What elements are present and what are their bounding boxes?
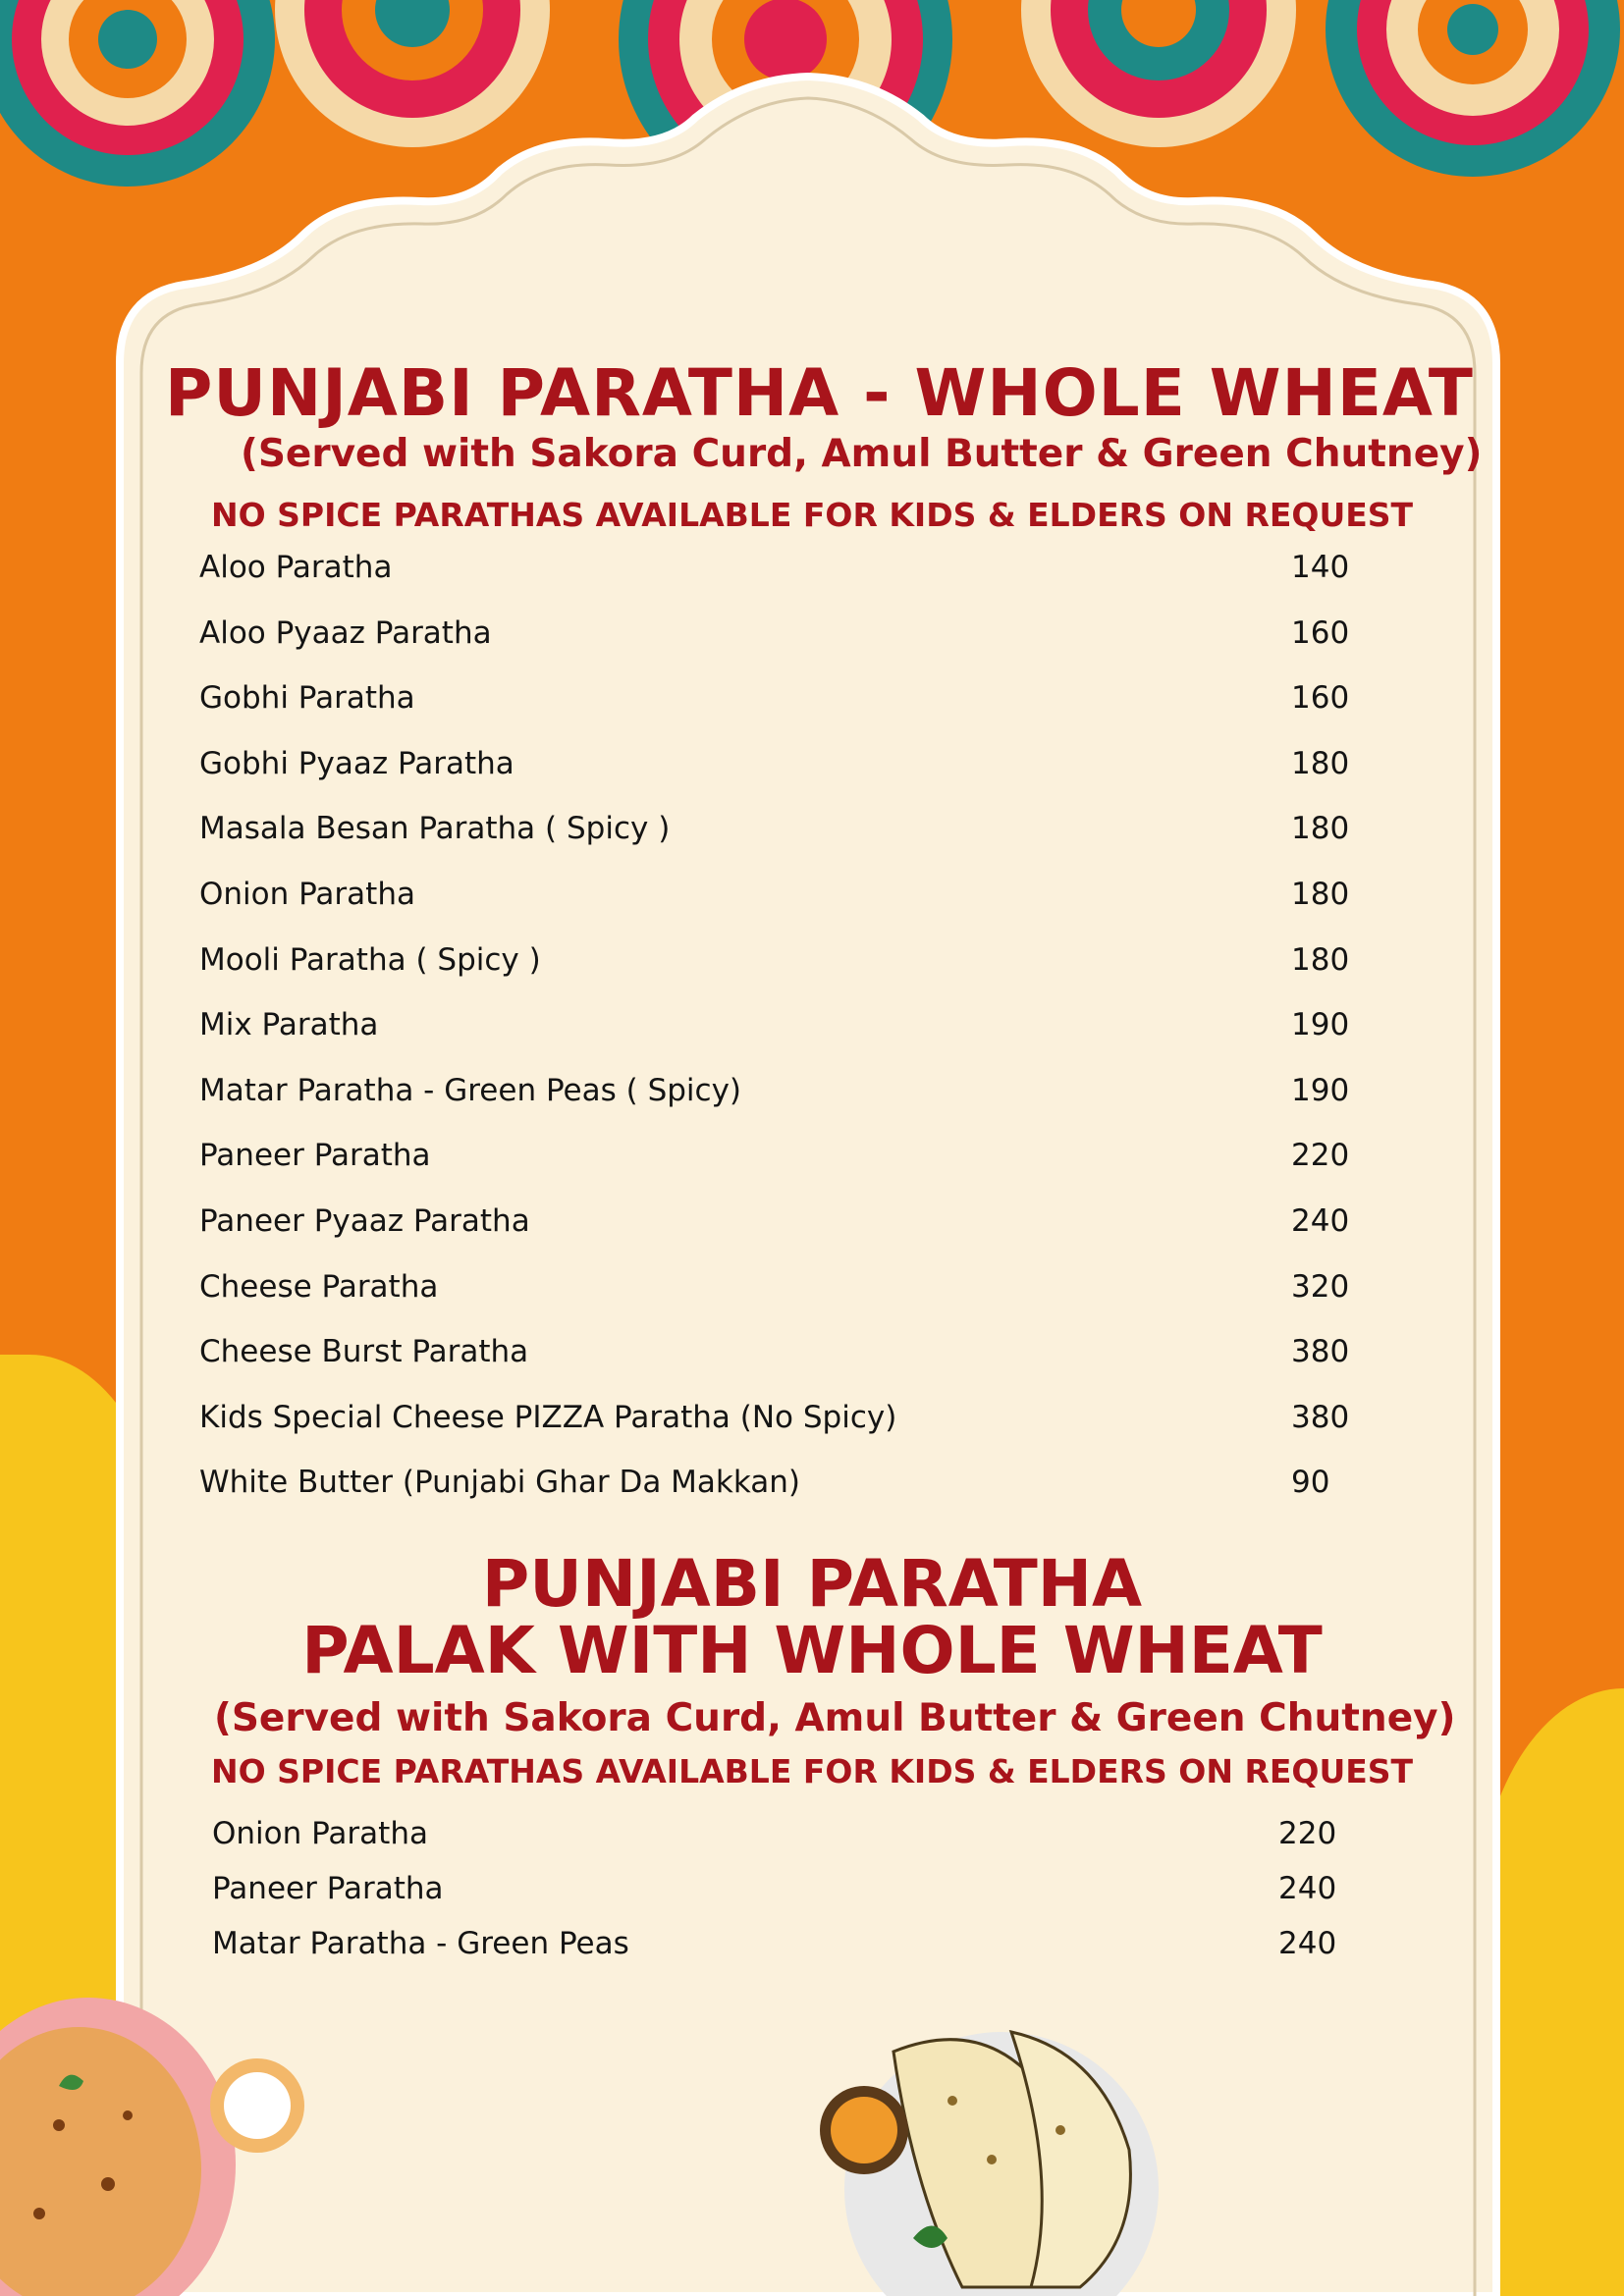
item-price: 380 — [1291, 1400, 1350, 1435]
item-name: Mix Paratha — [199, 1007, 379, 1042]
item-price: 380 — [1291, 1334, 1350, 1369]
item-price: 220 — [1291, 1138, 1350, 1173]
item-name: Onion Paratha — [212, 1816, 428, 1851]
item-name: Paneer Pyaaz Paratha — [199, 1203, 530, 1239]
item-price: 180 — [1291, 877, 1350, 912]
section2-subtitle: (Served with Sakora Curd, Amul Butter & Green Chutney) — [214, 1696, 1456, 1740]
item-name: Gobhi Pyaaz Paratha — [199, 746, 514, 781]
item-price: 240 — [1278, 1926, 1337, 1961]
section2-title-line2: PALAK WITH WHOLE WHEAT — [301, 1613, 1323, 1688]
item-name: Onion Paratha — [199, 877, 415, 912]
item-price: 320 — [1291, 1269, 1350, 1305]
paratha-plate-illustration — [0, 1978, 324, 2296]
item-price: 220 — [1278, 1816, 1337, 1851]
item-price: 240 — [1291, 1203, 1350, 1239]
item-name: Paneer Paratha — [199, 1138, 431, 1173]
item-price: 190 — [1291, 1073, 1350, 1108]
roti-plate-illustration — [805, 1993, 1198, 2296]
item-price: 160 — [1291, 680, 1350, 716]
item-price: 160 — [1291, 615, 1350, 651]
section1-title: PUNJABI PARATHA - WHOLE WHEAT — [165, 355, 1474, 431]
item-name: Kids Special Cheese PIZZA Paratha (No Spicy) — [199, 1400, 897, 1435]
item-name: Paneer Paratha — [212, 1871, 444, 1906]
item-price: 180 — [1291, 811, 1350, 846]
item-name: Aloo Pyaaz Paratha — [199, 615, 492, 651]
item-price: 90 — [1291, 1465, 1330, 1500]
item-name: White Butter (Punjabi Ghar Da Makkan) — [199, 1465, 801, 1500]
item-name: Aloo Paratha — [199, 550, 393, 585]
item-name: Mooli Paratha ( Spicy ) — [199, 942, 541, 978]
item-name: Matar Paratha - Green Peas — [212, 1926, 629, 1961]
section1-subtitle: (Served with Sakora Curd, Amul Butter & Green Chutney) — [241, 432, 1483, 476]
item-name: Cheese Paratha — [199, 1269, 439, 1305]
section2-note: NO SPICE PARATHAS AVAILABLE FOR KIDS & ELDERS ON REQUEST — [211, 1752, 1414, 1790]
item-price: 240 — [1278, 1871, 1337, 1906]
item-price: 180 — [1291, 746, 1350, 781]
item-price: 140 — [1291, 550, 1350, 585]
item-price: 190 — [1291, 1007, 1350, 1042]
section2-title-line1: PUNJABI PARATHA — [481, 1546, 1143, 1622]
item-name: Masala Besan Paratha ( Spicy ) — [199, 811, 671, 846]
item-name: Cheese Burst Paratha — [199, 1334, 529, 1369]
item-price: 180 — [1291, 942, 1350, 978]
item-name: Matar Paratha - Green Peas ( Spicy) — [199, 1073, 742, 1108]
section1-note: NO SPICE PARATHAS AVAILABLE FOR KIDS & ELDERS ON REQUEST — [211, 496, 1414, 534]
item-name: Gobhi Paratha — [199, 680, 415, 716]
